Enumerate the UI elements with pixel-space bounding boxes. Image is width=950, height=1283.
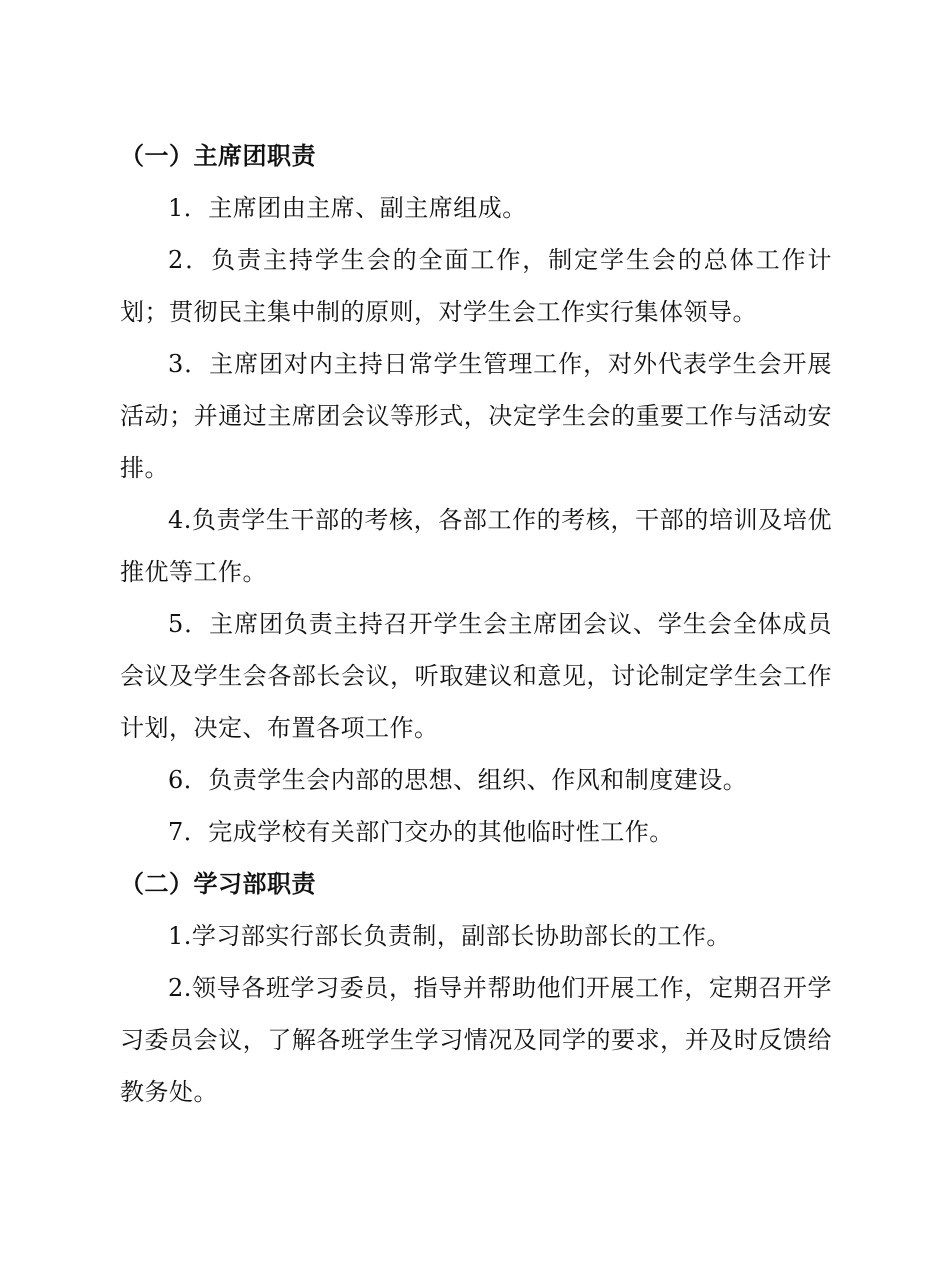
list-item: 1.学习部实行部长负责制，副部长协助部长的工作。 — [168, 922, 731, 950]
document-page — [120, 130, 832, 1118]
section-study-dept — [120, 858, 832, 1118]
list-item: 6．负责学生会内部的思想、组织、作风和制度建设。 — [168, 766, 748, 794]
list-item: 7．完成学校有关部门交办的其他临时性工作。 — [168, 818, 674, 846]
list-item: 5．主席团负责主持召开学生会主席团会议、学生会全体成员会议及学生会各部长会议，听取建议和意见，讨论制定学生会工作计划，决定、布置各项工作。 — [120, 610, 832, 742]
section-heading: （二）学习部职责 — [120, 870, 316, 898]
list-item: 2．负责主持学生会的全面工作，制定学生会的总体工作计划；贯彻民主集中制的原则，对学生会工作实行集体领导。 — [120, 246, 832, 326]
list-item: 4.负责学生干部的考核，各部工作的考核，干部的培训及培优推优等工作。 — [120, 506, 832, 586]
section-presidium — [120, 130, 832, 858]
list-item: 3．主席团对内主持日常学生管理工作，对外代表学生会开展活动；并通过主席团会议等形式，决定学生会的重要工作与活动安排。 — [120, 350, 832, 482]
list-item: 2.领导各班学习委员，指导并帮助他们开展工作，定期召开学习委员会议，了解各班学生学习情况及同学的要求，并及时反馈给教务处。 — [120, 974, 832, 1106]
list-item: 1．主席团由主席、副主席组成。 — [168, 194, 527, 222]
section-heading: （一）主席团职责 — [120, 142, 316, 170]
